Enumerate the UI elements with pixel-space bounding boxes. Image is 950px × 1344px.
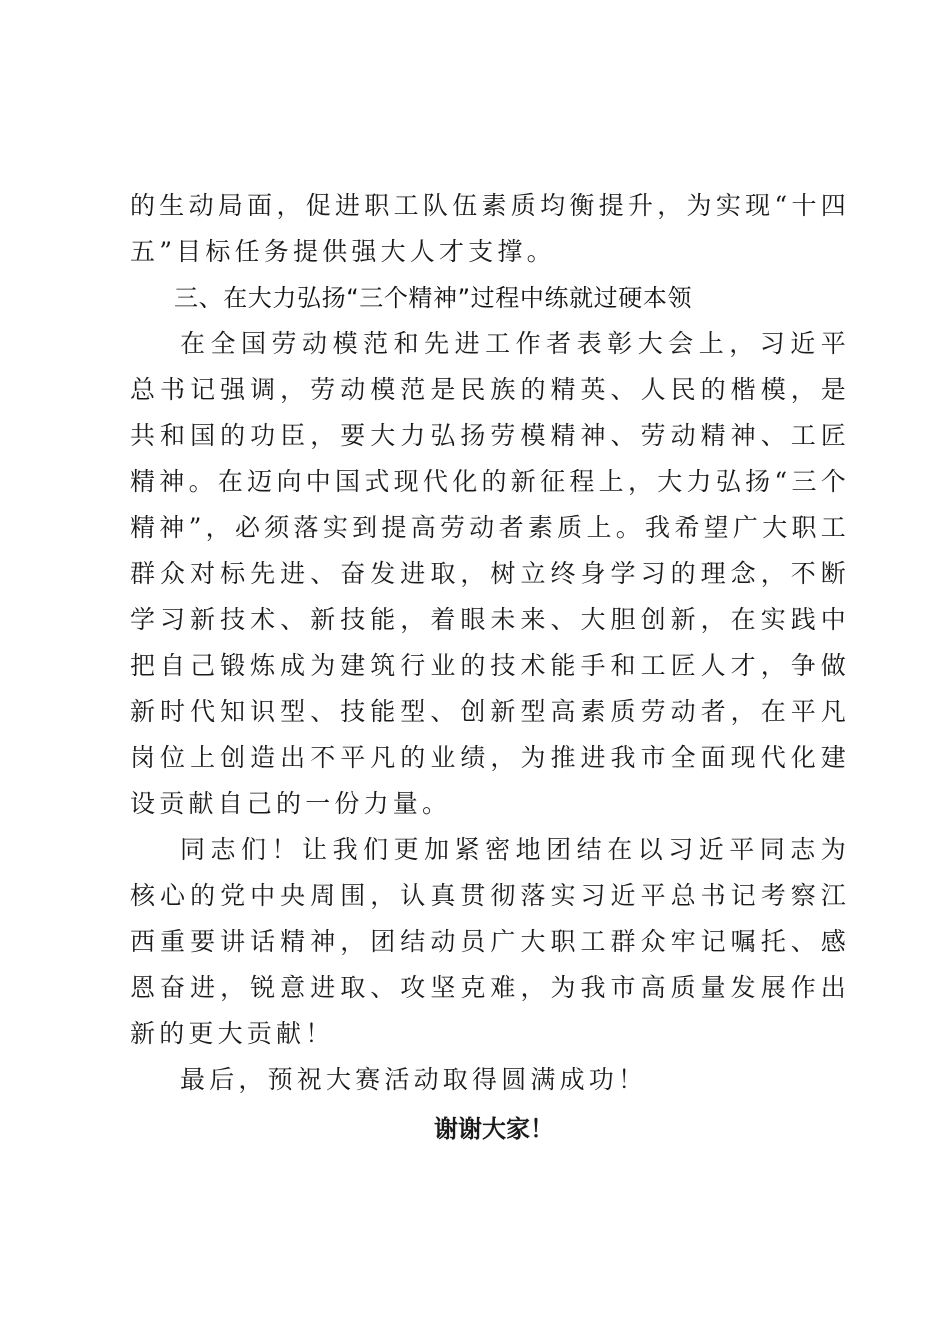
document-body <box>130 183 850 1152</box>
body-paragraph-2: 同志们！让我们更加紧密地团结在以习近平同志为核心的党中央周围，认真贯彻落实习近平总书记考察江西重要讲话精神，团结动员广大职工群众牢记嘱托、感恩奋进，锐意进取、攻坚克难，为我市高质量发展作出新的更大贡献！ <box>130 835 850 1048</box>
body-paragraph-3: 最后，预祝大赛活动取得圆满成功！ <box>180 1065 648 1094</box>
body-paragraph-1: 在全国劳动模范和先进工作者表彰大会上，习近平总书记强调，劳动模范是民族的精英、人民的楷模，是共和国的功臣，要大力弘扬劳模精神、劳动精神、工匠精神。在迈向中国式现代化的新征程上，大力弘扬“三个精神”，必须落实到提高劳动者素质上。我希望广大职工群众对标先进、奋发进取，树立终身学习的理念，不断学习新技术、新技能，着眼未来、大胆创新，在实践中把自己锻炼成为建筑行业的技术能手和工匠人才，争做新时代知识型、技能型、创新型高素质劳动者，在平凡岗位上创造出不平凡的业绩，为推进我市全面现代化建设贡献自己的一份力量。 <box>130 329 850 818</box>
section-heading: 三、在大力弘扬“三个精神”过程中练就过硬本领 <box>174 284 693 312</box>
continuation-paragraph: 的生动局面，促进职工队伍素质均衡提升，为实现“十四五”目标任务提供强大人才支撑。 <box>130 191 850 266</box>
closing-remark: 谢谢大家！ <box>434 1114 554 1143</box>
